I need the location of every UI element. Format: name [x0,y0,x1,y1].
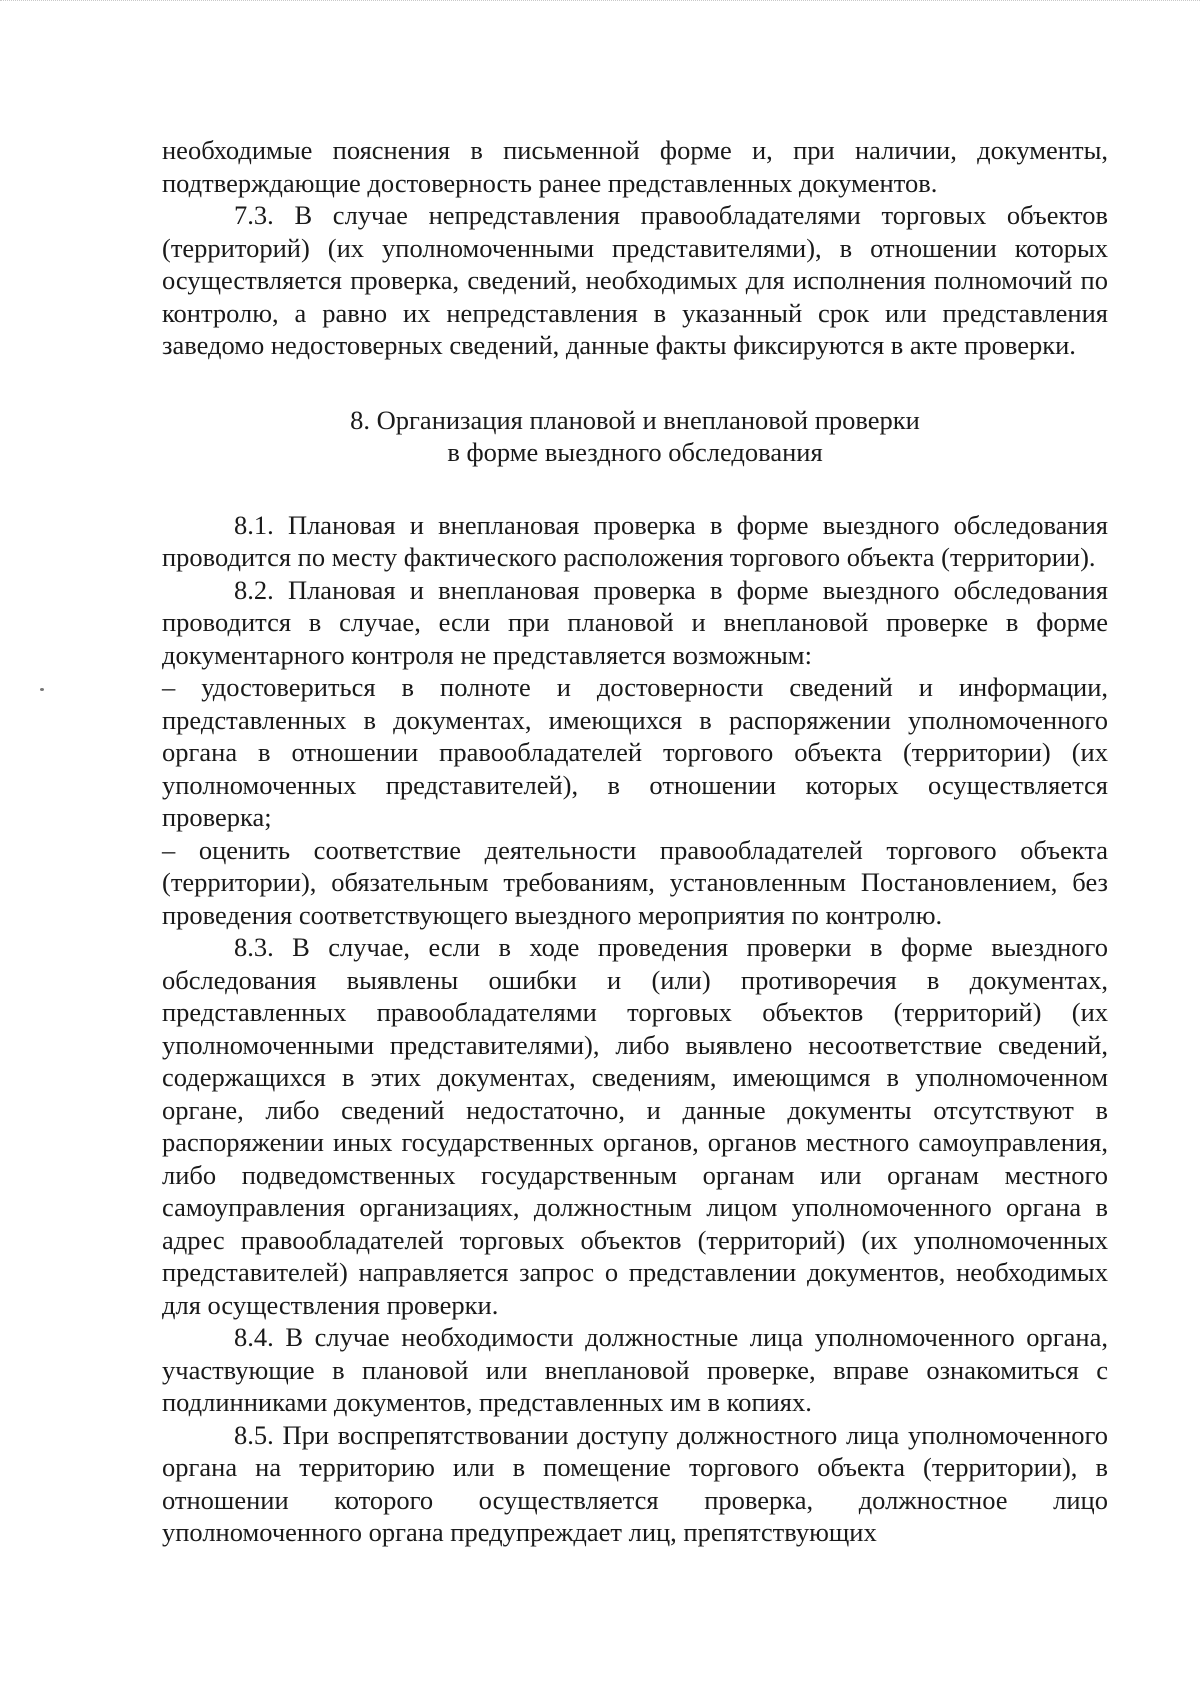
section-8-heading-line1: 8. Организация плановой и внеплановой проверки [350,404,920,435]
paragraph-8-4: 8.4. В случае необходимости должностные лица уполномоченного органа, участвующие в плановой или внеплановой проверке, вправе ознакомиться с подлинниками документов, представленных им в копиях. [162,1322,1108,1417]
section-8-heading-line2: в форме выездного обследования [447,437,823,467]
paragraph-8-2-item-2: – оценить соответствие деятельности правообладателей торгового объекта (территории), обязательным требованиям, установленным Постановлением, без проведения соответствующего выездного мероприятия по контролю. [162,834,1108,930]
paragraph-8-1: 8.1. Плановая и внеплановая проверка в форме выездного обследования проводится по месту фактического расположения торгового объекта (территории). [162,509,1108,572]
paragraph-8-2: 8.2. Плановая и внеплановая проверка в форме выездного обследования проводится в случае, если при плановой и внеплановой проверке в форме документарного контроля не представляется возможным: [162,574,1108,670]
paragraph-continuation: необходимые пояснения в письменной форме и, при наличии, документы, подтверждающие достоверность ранее представленных документов. [162,135,1108,198]
paragraph-8-2-item-1: – удостовериться в полноте и достоверности сведений и информации, представленных в документах, имеющихся в распоряжении уполномоченного органа в отношении правообладателей торгового объекта (территории) (их уполномоченных представителей), в отношении которых осуществляется проверка; [162,672,1108,832]
scan-speck [40,688,44,691]
section-8-heading [162,404,1108,469]
paragraph-7-3: 7.3. В случае непредставления правообладателями торговых объектов (территорий) (их уполномоченными представителями), в отношении которых осуществляется проверка, сведений, необходимых для исполнения полномочий по контролю, а равно их непредставления в указанный срок или представления заведомо недостоверных сведений, данные факты фиксируются в акте проверки. [162,200,1108,360]
scan-top-edge [0,0,1200,7]
paragraph-8-3: 8.3. В случае, если в ходе проведения проверки в форме выездного обследования выявлены ошибки и (или) противоречия в документах, представленных правообладателями торговых объектов (территорий) (их уполномоченными представителями), либо выявлено несоответствие сведений, содержащихся в этих документах, сведениям, имеющимся в уполномоченном органе, либо сведений недостаточно, и данные документы отсутствуют в распоряжении иных государственных органов, органов местного самоуправления, либо подведомственных государственным органам или органам местного самоуправления организациях, должностным лицом уполномоченного органа в адрес правообладателей торговых объектов (территорий) (их уполномоченных представителей) направляется запрос о представлении документов, необходимых для осуществления проверки. [162,932,1108,1320]
document-body [162,134,1108,1549]
paragraph-8-5: 8.5. При воспрепятствовании доступу должностного лица уполномоченного органа на территорию или в помещение торгового объекта (территории), в отношении которого осуществляется проверка, должностное лицо уполномоченного органа предупреждает лиц, препятствующих [162,1419,1108,1547]
